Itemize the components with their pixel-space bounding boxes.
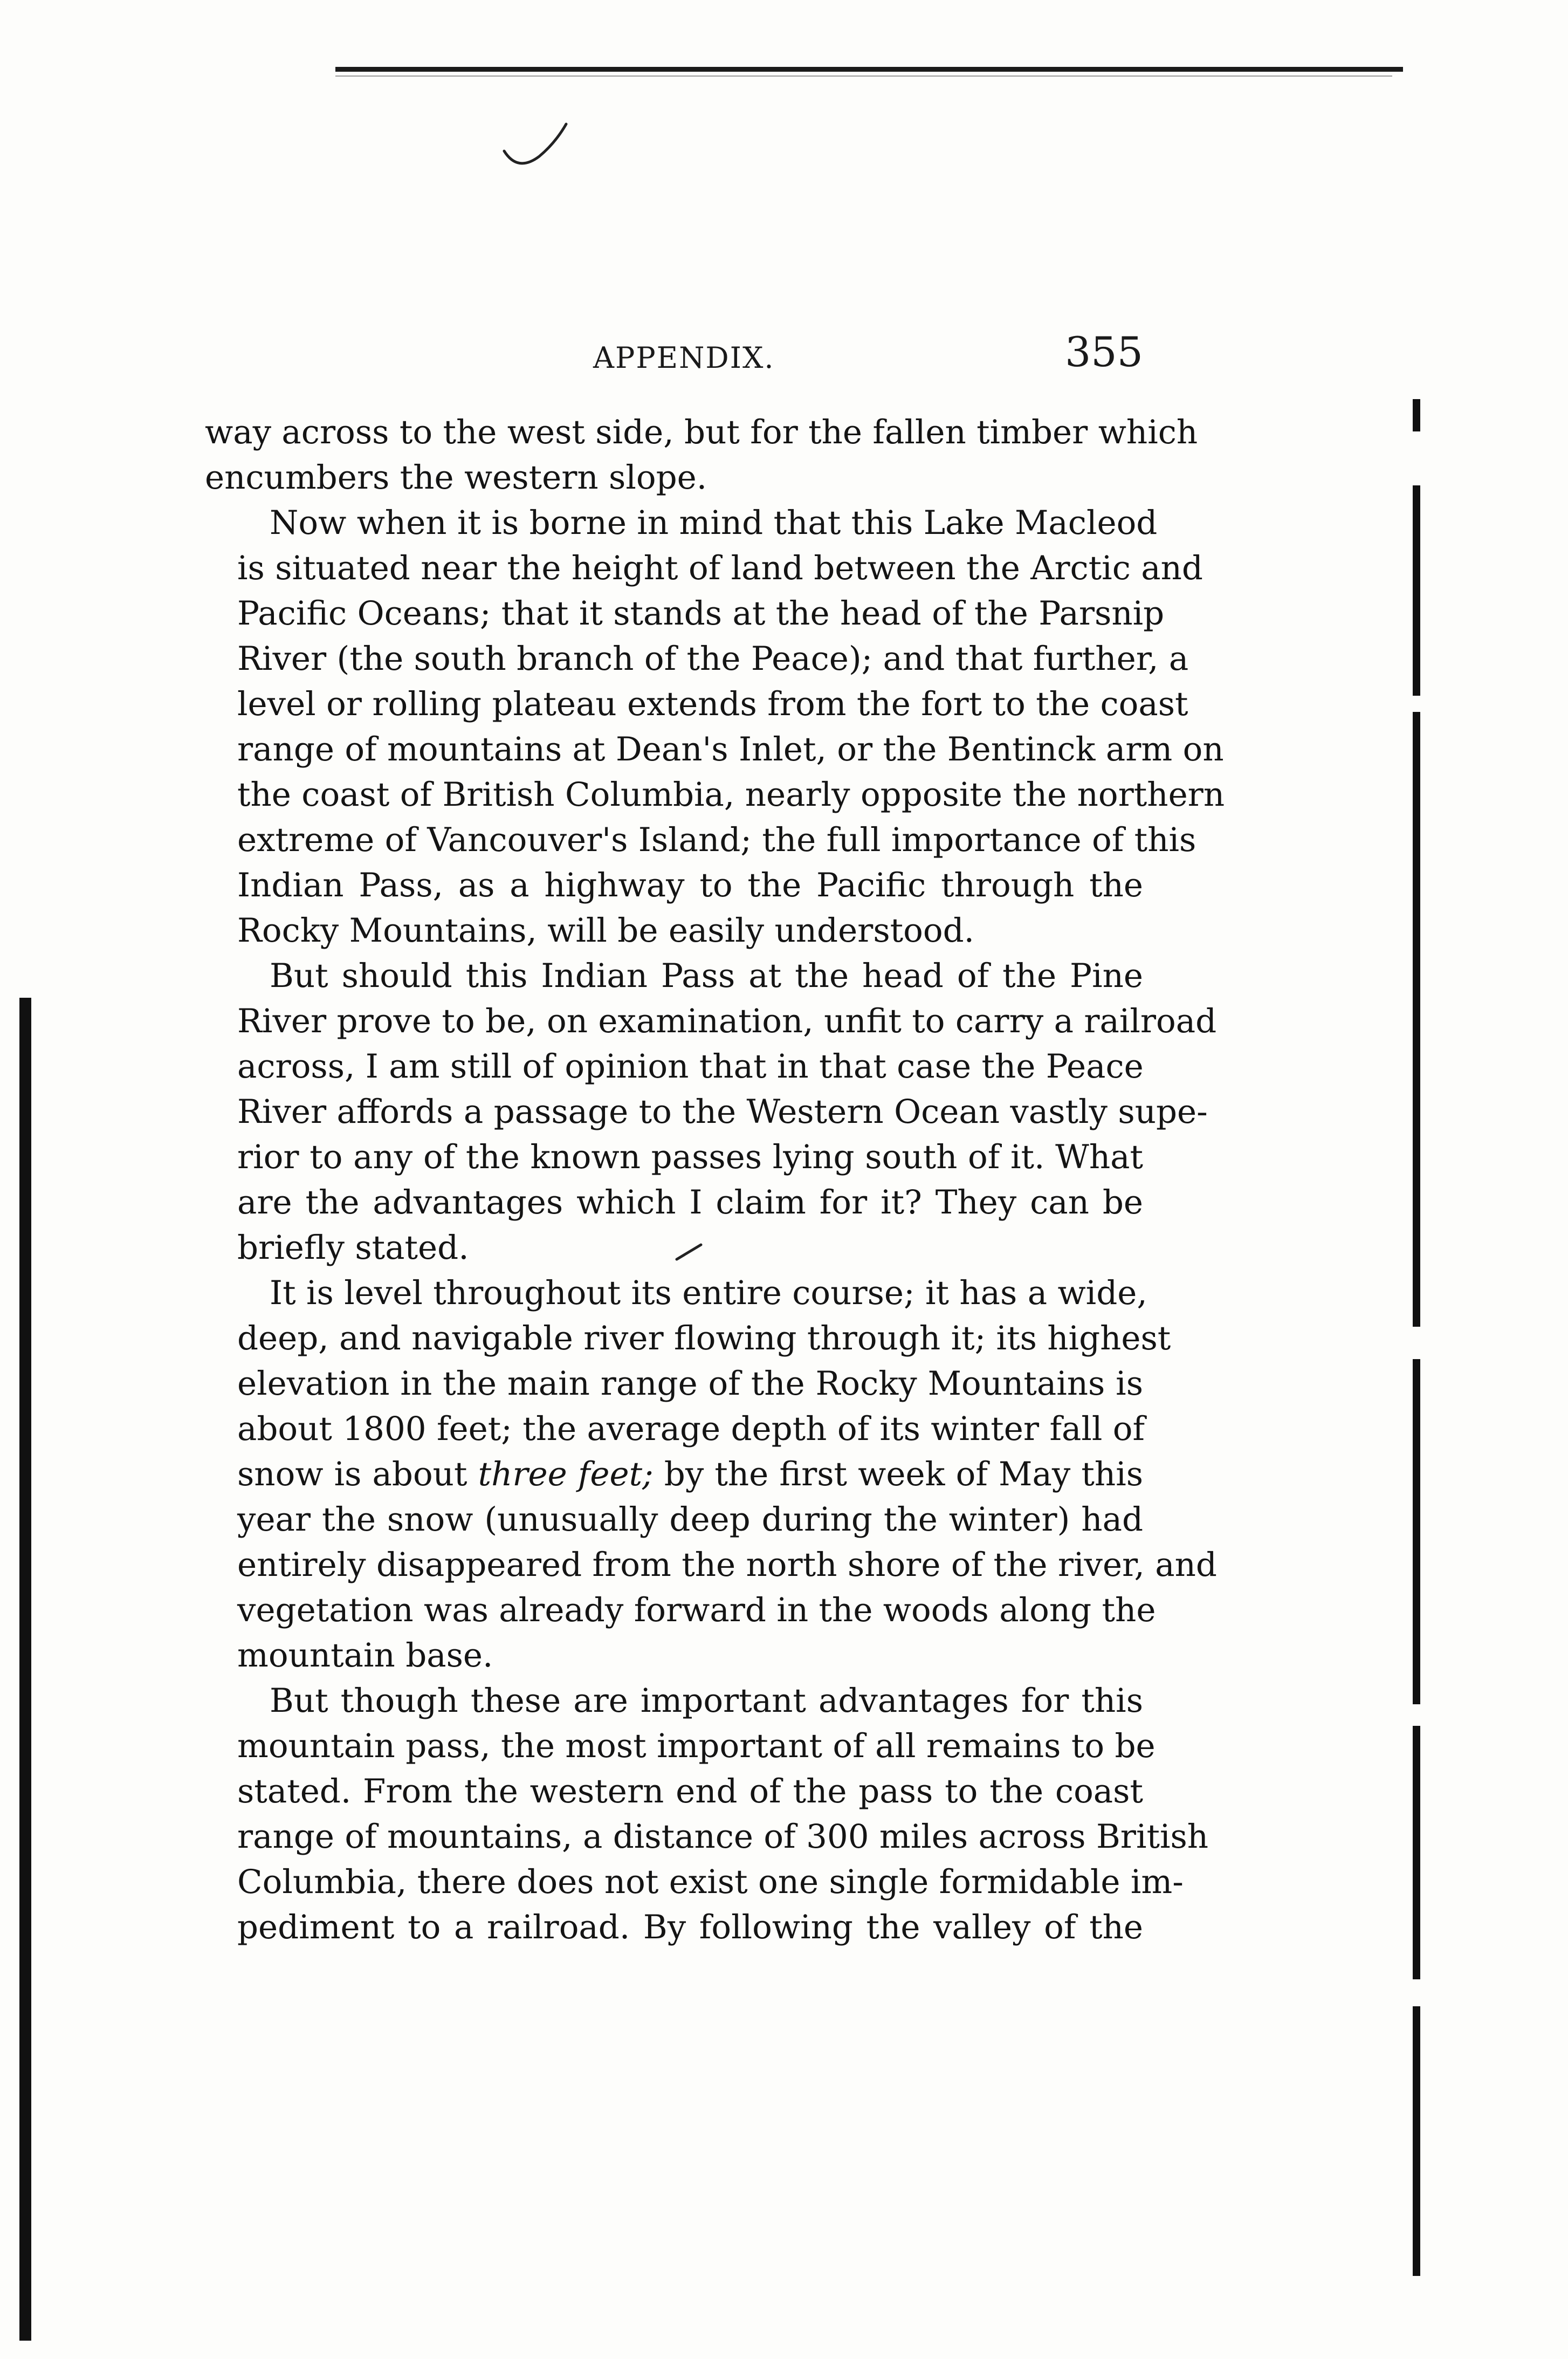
text-line: stated. From the western end of the pass to the coast: [237, 1772, 1143, 1811]
running-head-title: APPENDIX.: [593, 341, 775, 375]
text-line: deep, and navigable river flowing through it; its highest: [237, 1319, 1171, 1357]
text-line: about 1800 feet; the average depth of its winter fall of: [237, 1410, 1145, 1448]
paragraph-2: [205, 500, 1225, 954]
text-line: mountain base.: [237, 1636, 493, 1675]
text-line: But should this Indian Pass at the head of the Pine: [270, 957, 1143, 995]
text-line: snow is about three feet; by the first week of May this: [237, 1455, 1144, 1493]
italic-phrase: three feet;: [478, 1455, 654, 1493]
top-rule-thin: [335, 76, 1392, 77]
paragraph-1: [205, 410, 1198, 500]
text-line: rior to any of the known passes lying south of it. What: [237, 1138, 1143, 1176]
text-line: Columbia, there does not exist one single formidable im-: [237, 1863, 1184, 1901]
text-line: way across to the west side, but for the fallen timber which: [205, 413, 1198, 451]
text-line: entirely disappeared from the north shore of the river, and: [237, 1546, 1217, 1584]
text-line: But though these are important advantages for this: [270, 1682, 1143, 1720]
text-line: year the snow (unusually deep during the winter) had: [237, 1500, 1143, 1539]
running-head: [205, 324, 1143, 388]
text-line: encumbers the western slope.: [205, 458, 707, 497]
text-line: pediment to a railroad. By following the valley of the: [237, 1908, 1143, 1946]
text-line: range of mountains, a distance of 300 miles across British: [237, 1818, 1209, 1856]
text-line: briefly stated.: [237, 1229, 469, 1267]
text-line: River affords a passage to the Western Ocean vastly supe-: [237, 1093, 1208, 1131]
text-line: are the advantages which I claim for it? They can be: [237, 1183, 1143, 1222]
paragraph-4: [205, 1271, 1217, 1678]
paragraph-3: [205, 954, 1217, 1271]
paragraph-5: [205, 1678, 1209, 1950]
text-line: River prove to be, on examination, unfit to carry a railroad: [237, 1002, 1217, 1040]
text-line: Now when it is borne in mind that this Lake Macleod: [270, 504, 1158, 542]
text-line: range of mountains at Dean's Inlet, or the Bentinck arm on: [237, 730, 1224, 769]
pencil-check-mark: [501, 119, 577, 178]
text-line: vegetation was already forward in the woods along the: [237, 1591, 1156, 1629]
top-rule: [335, 67, 1403, 72]
left-edge-shadow: [19, 998, 31, 2341]
text-line: Pacific Oceans; that it stands at the head of the Parsnip: [237, 594, 1165, 633]
text-line: Indian Pass, as a highway to the Pacific through the: [237, 866, 1143, 904]
text-line: River (the south branch of the Peace); and that further, a: [237, 640, 1189, 678]
text-line: the coast of British Columbia, nearly opposite the northern: [237, 776, 1225, 814]
text-line: mountain pass, the most important of all remains to be: [237, 1727, 1156, 1765]
text-line: Rocky Mountains, will be easily understood.: [237, 911, 975, 950]
body-text: [205, 410, 1225, 1950]
right-edge-shadow: [1413, 388, 1425, 2276]
text-line: elevation in the main range of the Rocky Mountains is: [237, 1364, 1143, 1403]
text-line: extreme of Vancouver's Island; the full importance of this: [237, 821, 1196, 859]
text-line: level or rolling plateau extends from the fort to the coast: [237, 685, 1188, 723]
page-number: 355: [1064, 328, 1143, 376]
text-line: is situated near the height of land between the Arctic and: [237, 549, 1203, 587]
text-line: It is level throughout its entire course; it has a wide,: [270, 1274, 1147, 1312]
text-line: across, I am still of opinion that in that case the Peace: [237, 1047, 1144, 1086]
